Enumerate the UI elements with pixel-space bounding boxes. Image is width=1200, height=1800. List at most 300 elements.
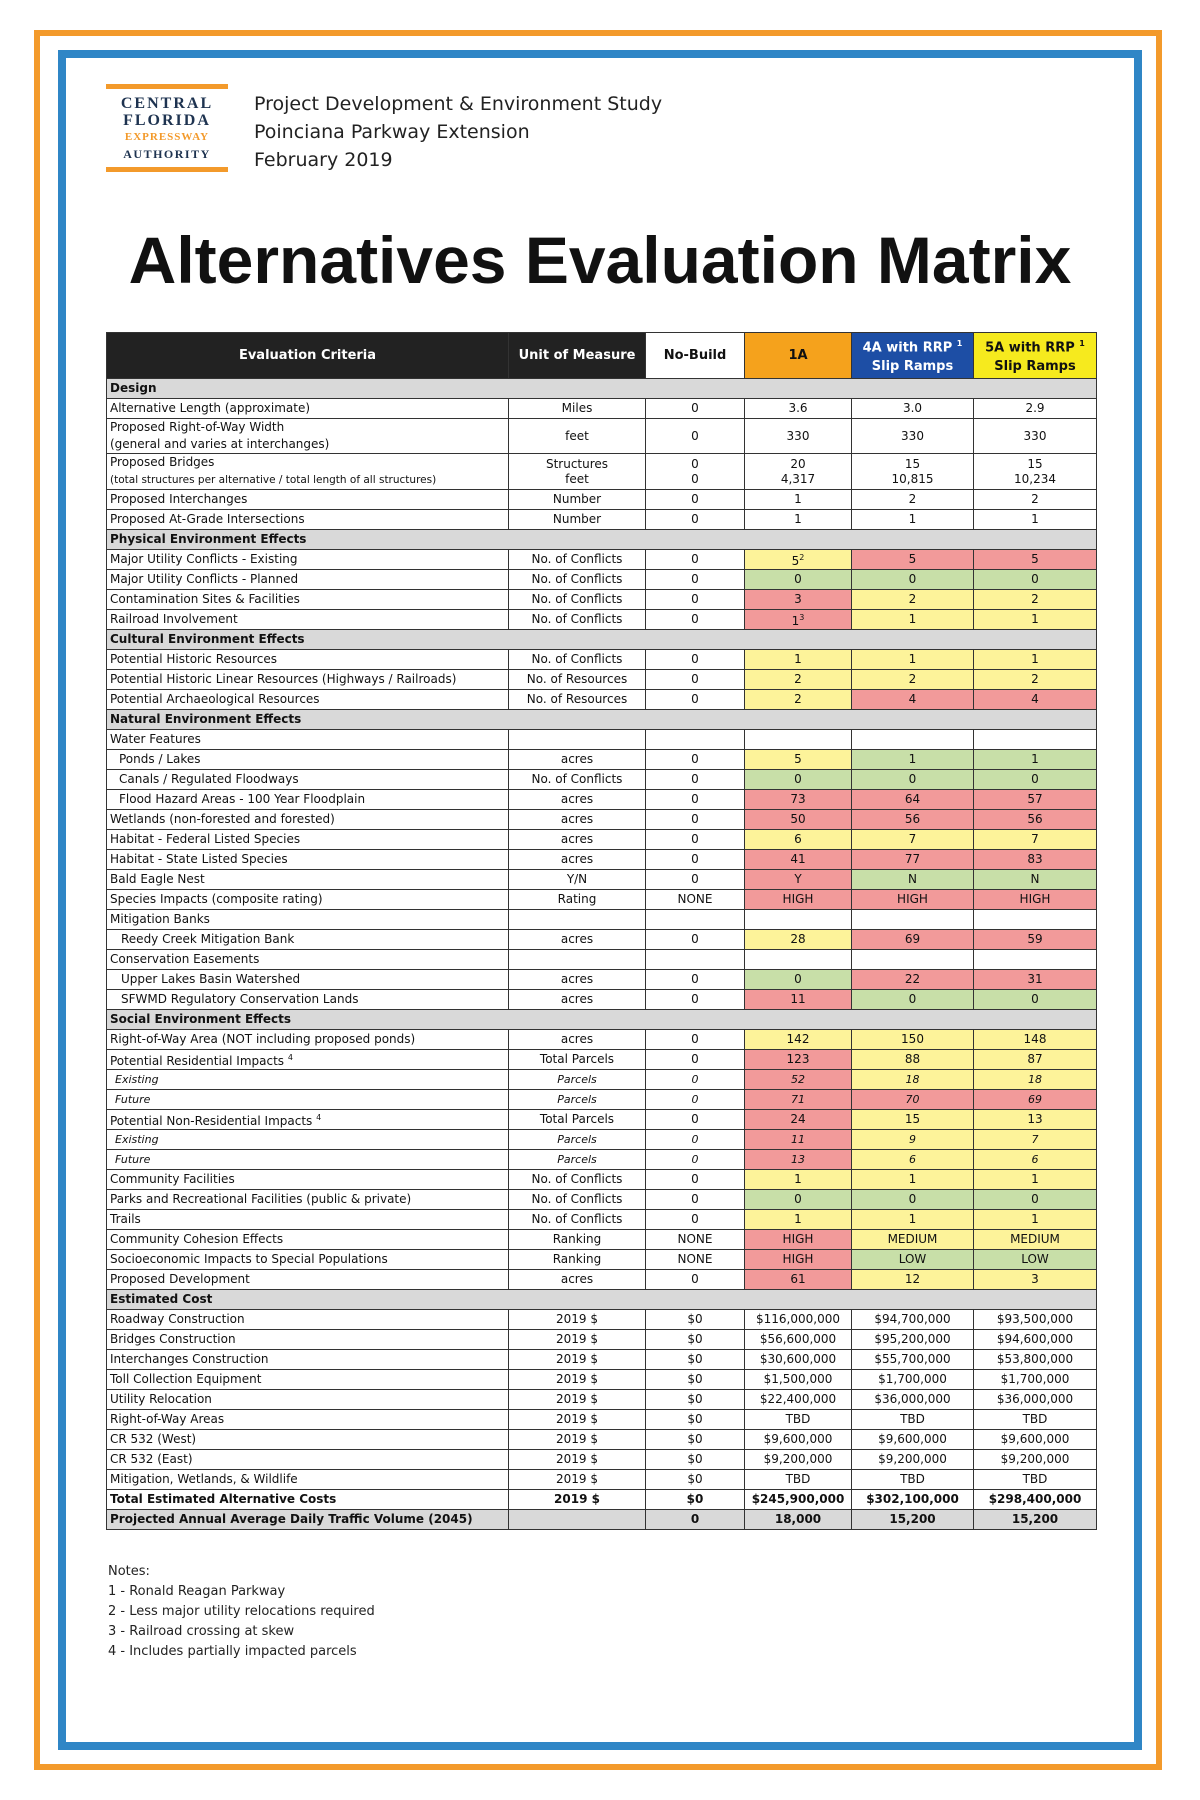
- alt-4a-value: 150: [901, 1032, 924, 1046]
- criteria-cell: [107, 910, 509, 930]
- alt-1a-value: 5: [794, 752, 802, 766]
- no-build-value: 0: [691, 812, 699, 826]
- alt-1a-cell: [745, 1350, 852, 1370]
- no-build-cell: [646, 1430, 745, 1450]
- alt-5a-cell: [974, 1490, 1097, 1510]
- alt-4a-value: 12: [904, 1272, 921, 1286]
- criteria-label: Railroad Involvement: [110, 612, 238, 626]
- alt-4a-value: $55,700,000: [874, 1352, 951, 1366]
- alt-4a-cell: [852, 1270, 974, 1290]
- notes: [108, 1562, 375, 1662]
- alt-4a-value: 0: [908, 772, 917, 786]
- alt-1a-value: 13: [791, 1153, 805, 1166]
- table-row: [107, 1470, 1097, 1490]
- no-build-value: 0: [691, 456, 699, 471]
- alt-5a-value: 4: [1031, 692, 1039, 706]
- study-line-2: Poinciana Parkway Extension: [254, 121, 530, 143]
- no-build-value: $0: [687, 1312, 703, 1326]
- criteria-cell: [107, 1110, 509, 1130]
- alt-1a-value: 1: [791, 614, 800, 628]
- alt-1a-cell: [745, 770, 852, 790]
- alt-5a-value: 13: [1027, 1112, 1043, 1126]
- alt-1a-cell: [745, 850, 852, 870]
- alt-1a-footnote: 3: [799, 613, 805, 622]
- alt-1a-cell: [745, 1090, 852, 1110]
- unit-cell: [509, 970, 646, 990]
- no-build-value: 0: [691, 401, 699, 415]
- alt-5a-value: 0: [1031, 992, 1039, 1006]
- criteria-cell: [107, 750, 509, 770]
- no-build-cell: [646, 1110, 745, 1130]
- alt-5a-cell: [974, 550, 1097, 570]
- no-build-value: 0: [691, 552, 699, 566]
- alt-5a-value: 87: [1027, 1052, 1043, 1066]
- alt-4a-value: 18: [905, 1073, 920, 1086]
- alt-1a-value: 18,000: [774, 1512, 822, 1526]
- no-build-cell: [646, 650, 745, 670]
- unit-value: Parcels: [557, 1153, 597, 1166]
- note-1: 1 - Ronald Reagan Parkway: [108, 1584, 286, 1599]
- alt-1a-cell: [745, 950, 852, 970]
- criteria-cell: [107, 1230, 509, 1250]
- table-row: [107, 1190, 1097, 1210]
- alt-5a-value: $9,200,000: [1000, 1452, 1070, 1466]
- unit-value: Structures: [545, 456, 609, 471]
- table-row: [107, 790, 1097, 810]
- unit-value: acres: [560, 1032, 594, 1046]
- no-build-cell: [646, 950, 745, 970]
- unit-value: Parcels: [557, 1133, 597, 1146]
- alt-5a-cell: [974, 770, 1097, 790]
- alt-4a-cell: [852, 1070, 974, 1090]
- alt-1a-value: $22,400,000: [759, 1392, 837, 1406]
- alt-5a-cell: [974, 910, 1097, 930]
- alt-5a-cell: [974, 1150, 1097, 1170]
- alt-4a-cell: [852, 1510, 974, 1530]
- criteria-label: Canals / Regulated Floodways: [119, 772, 299, 786]
- alt-4a-value: 0: [908, 992, 917, 1006]
- criteria-cell: [107, 419, 509, 454]
- table-row: [107, 570, 1097, 590]
- table-row: [107, 1370, 1097, 1390]
- criteria-cell: [107, 1150, 509, 1170]
- header-alt-1a: 1A: [745, 333, 852, 379]
- alt-5a-cell: [974, 1110, 1097, 1130]
- unit-cell: [509, 1450, 646, 1470]
- criteria-cell: [107, 570, 509, 590]
- criteria-cell: [107, 1270, 509, 1290]
- unit-value: Number: [552, 492, 602, 506]
- alt-1a-value: 0: [794, 972, 802, 986]
- alt-4a-value: $94,700,000: [874, 1312, 951, 1326]
- criteria-label: Habitat - State Listed Species: [110, 852, 288, 866]
- alt-5a-value: 0: [1031, 572, 1039, 586]
- unit-cell: [509, 1410, 646, 1430]
- alt-5a-cell: [974, 790, 1097, 810]
- alt-4a-value: 2: [908, 492, 917, 506]
- table-row: [107, 1410, 1097, 1430]
- criteria-cell: [107, 1330, 509, 1350]
- alt-4a-value: $36,000,000: [874, 1392, 951, 1406]
- alt-4a-value: 1: [908, 612, 917, 626]
- table-row: [107, 970, 1097, 990]
- criteria-cell: [107, 610, 509, 630]
- table-row: [107, 930, 1097, 950]
- alt-5a-cell: [974, 590, 1097, 610]
- alt-1a-cell: [745, 1170, 852, 1190]
- alt-4a-value: 6: [909, 1153, 916, 1166]
- unit-value: 2019 $: [556, 1332, 598, 1346]
- logo-line-4: AUTHORITY: [123, 147, 211, 161]
- alt-4a-cell: [852, 1370, 974, 1390]
- alt-5a-value: 18: [1028, 1073, 1042, 1086]
- alt-4a-value: $302,100,000: [866, 1492, 959, 1506]
- header-alt-4a: [852, 333, 974, 379]
- header-alt-5a-line2: Slip Ramps: [994, 358, 1076, 374]
- criteria-cell: [107, 1250, 509, 1270]
- table-row: [107, 419, 1097, 454]
- alt-4a-value: 1: [908, 512, 917, 526]
- unit-value: No. of Conflicts: [531, 572, 623, 586]
- alt-5a-value: 3: [1031, 1272, 1039, 1286]
- alt-1a-cell: [745, 490, 852, 510]
- unit-cell: [509, 910, 646, 930]
- alt-1a-cell: [745, 1430, 852, 1450]
- header-unit-of-measure: Unit of Measure: [509, 333, 646, 379]
- alt-1a-cell: [745, 890, 852, 910]
- alt-5a-value: $298,400,000: [988, 1492, 1082, 1506]
- study-header: [254, 90, 662, 174]
- unit-value: acres: [560, 1272, 594, 1286]
- alt-5a-cell: [974, 1250, 1097, 1270]
- alt-5a-cell: [974, 850, 1097, 870]
- no-build-cell: [646, 770, 745, 790]
- criteria-cell: [107, 1370, 509, 1390]
- criteria-label: Potential Non-Residential Impacts: [110, 1114, 313, 1128]
- criteria-label: Parks and Recreational Facilities (public & private): [110, 1192, 412, 1206]
- alt-1a-value: Y: [794, 872, 802, 886]
- alt-1a-cell: [745, 830, 852, 850]
- alt-1a-value: 0: [794, 1192, 802, 1206]
- alt-1a-value: HIGH: [782, 1252, 814, 1266]
- criteria-label: Potential Archaeological Resources: [110, 692, 320, 706]
- criteria-label: Roadway Construction: [110, 1312, 245, 1326]
- alt-5a-value: 1: [1031, 652, 1039, 666]
- criteria-label: Conservation Easements: [110, 952, 260, 966]
- table-row: [107, 870, 1097, 890]
- alt-4a-value: 1: [908, 652, 917, 666]
- alt-5a-value: 7: [1031, 832, 1039, 846]
- alt-5a-value: 5: [1031, 552, 1039, 566]
- criteria-label: Total Estimated Alternative Costs: [110, 1492, 337, 1506]
- criteria-label: Existing: [115, 1073, 159, 1086]
- no-build-value: 0: [691, 428, 699, 443]
- no-build-cell: [646, 1090, 745, 1110]
- no-build-value: 0: [691, 1133, 699, 1146]
- criteria-cell: [107, 690, 509, 710]
- no-build-cell: [646, 1150, 745, 1170]
- alt-5a-cell: [974, 1350, 1097, 1370]
- no-build-cell: [646, 399, 745, 419]
- unit-value: No. of Conflicts: [531, 1192, 623, 1206]
- criteria-label: Community Cohesion Effects: [110, 1232, 284, 1246]
- criteria-label: Major Utility Conflicts - Existing: [110, 552, 298, 566]
- unit-cell: [509, 454, 646, 490]
- alt-1a-value-2: 4,317: [780, 471, 816, 486]
- unit-value: No. of Conflicts: [531, 612, 623, 626]
- alt-4a-value: 330: [901, 428, 924, 443]
- logo-text: [106, 89, 228, 167]
- table-row: [107, 810, 1097, 830]
- section-title: Estimated Cost: [107, 1290, 1097, 1310]
- alt-5a-value: 2.9: [1025, 401, 1045, 415]
- alt-1a-cell: [745, 1110, 852, 1130]
- criteria-cell: [107, 970, 509, 990]
- note-2: 2 - Less major utility relocations required: [108, 1604, 375, 1619]
- logo-line-3: EXPRESSWAY: [124, 131, 210, 143]
- alt-4a-cell: [852, 590, 974, 610]
- unit-cell: [509, 399, 646, 419]
- alt-5a-value: 148: [1023, 1032, 1047, 1046]
- alt-4a-value: 56: [904, 812, 921, 826]
- alt-4a-value: 77: [904, 852, 921, 866]
- no-build-cell: [646, 850, 745, 870]
- no-build-cell: [646, 1170, 745, 1190]
- criteria-label: Existing: [115, 1133, 159, 1146]
- criteria-cell: [107, 1070, 509, 1090]
- unit-cell: [509, 590, 646, 610]
- table-row: [107, 1030, 1097, 1050]
- unit-cell: [509, 1030, 646, 1050]
- unit-value: Y/N: [566, 872, 588, 886]
- table-row: [107, 490, 1097, 510]
- logo-line-2: FLORIDA: [123, 112, 211, 129]
- criteria-label: Proposed Bridges: [110, 455, 215, 469]
- unit-value: acres: [560, 832, 594, 846]
- no-build-value: $0: [686, 1492, 704, 1506]
- alt-4a-cell: [852, 1050, 974, 1070]
- criteria-cell: [107, 770, 509, 790]
- alt-4a-cell: [852, 910, 974, 930]
- alt-4a-value: LOW: [898, 1252, 927, 1266]
- no-build-value: 0: [691, 1032, 699, 1046]
- alt-4a-cell: [852, 1130, 974, 1150]
- table-row: [107, 1110, 1097, 1130]
- no-build-value: 0: [691, 692, 699, 706]
- table-row: [107, 830, 1097, 850]
- unit-cell: [509, 870, 646, 890]
- table-row: [107, 1330, 1097, 1350]
- unit-value: acres: [560, 932, 594, 946]
- alt-5a-cell: [974, 1270, 1097, 1290]
- unit-cell: [509, 1350, 646, 1370]
- no-build-cell: [646, 1330, 745, 1350]
- table-row: [107, 610, 1097, 630]
- criteria-label: Ponds / Lakes: [119, 752, 201, 766]
- no-build-value: 0: [691, 972, 699, 986]
- alt-4a-value: HIGH: [897, 892, 928, 906]
- criteria-cell: [107, 810, 509, 830]
- section-title: Natural Environment Effects: [107, 710, 1097, 730]
- unit-value: 2019 $: [556, 1372, 598, 1386]
- criteria-cell: [107, 1130, 509, 1150]
- unit-cell: [509, 1150, 646, 1170]
- alt-1a-cell: [745, 1250, 852, 1270]
- alt-5a-cell: [974, 1370, 1097, 1390]
- alt-1a-cell: [745, 990, 852, 1010]
- table-row: [107, 1250, 1097, 1270]
- unit-value: acres: [560, 812, 594, 826]
- alt-5a-value: TBD: [1022, 1472, 1048, 1486]
- no-build-value: 0: [691, 672, 699, 686]
- unit-cell: [509, 1230, 646, 1250]
- unit-value: acres: [560, 852, 594, 866]
- logo-line-1: CENTRAL: [120, 95, 214, 112]
- alt-1a-footnote: 2: [799, 553, 805, 562]
- no-build-cell: [646, 1270, 745, 1290]
- alt-1a-value: 1: [794, 1172, 802, 1186]
- table-row: [107, 990, 1097, 1010]
- criteria-cell: [107, 670, 509, 690]
- alt-4a-cell: [852, 1310, 974, 1330]
- criteria-label: SFWMD Regulatory Conservation Lands: [121, 992, 359, 1006]
- unit-cell: [509, 650, 646, 670]
- no-build-cell: [646, 1450, 745, 1470]
- alt-4a-cell: [852, 770, 974, 790]
- table-row: [107, 590, 1097, 610]
- alt-5a-value: 1: [1031, 1212, 1039, 1226]
- alt-4a-value: 0: [908, 572, 917, 586]
- alt-4a-value: 22: [904, 972, 921, 986]
- alt-5a-cell: [974, 1090, 1097, 1110]
- alt-5a-value: 69: [1028, 1093, 1042, 1106]
- alt-4a-cell: [852, 810, 974, 830]
- alt-1a-cell: [745, 590, 852, 610]
- alt-1a-cell: [745, 1030, 852, 1050]
- no-build-cell: [646, 1310, 745, 1330]
- no-build-cell: [646, 1230, 745, 1250]
- alt-1a-cell: [745, 399, 852, 419]
- alt-4a-cell: [852, 1190, 974, 1210]
- alt-1a-value: 2: [794, 672, 802, 686]
- alt-1a-value: 52: [791, 1073, 805, 1086]
- no-build-value: 0: [691, 832, 699, 846]
- alt-4a-cell: [852, 790, 974, 810]
- no-build-value: $0: [687, 1432, 703, 1446]
- alt-1a-value: 1: [794, 1212, 802, 1226]
- alt-1a-value: 0: [794, 772, 802, 786]
- unit-value-2: feet: [565, 471, 589, 486]
- alt-5a-value: 0: [1031, 772, 1039, 786]
- unit-value: No. of Resources: [526, 672, 628, 686]
- alt-4a-value: 69: [904, 932, 921, 946]
- criteria-cell: [107, 454, 509, 490]
- no-build-value: 0: [691, 932, 699, 946]
- alt-4a-value: 7: [908, 832, 917, 846]
- no-build-value: 0: [691, 792, 699, 806]
- alt-1a-cell: [745, 670, 852, 690]
- unit-value: Parcels: [557, 1073, 597, 1086]
- no-build-cell: [646, 570, 745, 590]
- alt-1a-value: 11: [790, 992, 806, 1006]
- alt-1a-value: 5: [791, 554, 800, 568]
- criteria-label: Proposed Interchanges: [110, 492, 248, 506]
- no-build-cell: [646, 454, 745, 490]
- criteria-cell: [107, 1470, 509, 1490]
- no-build-value: NONE: [677, 1232, 713, 1246]
- no-build-value: 0: [691, 572, 699, 586]
- no-build-value: 0: [691, 1153, 699, 1166]
- unit-value: Total Parcels: [539, 1112, 615, 1126]
- unit-cell: [509, 730, 646, 750]
- no-build-cell: [646, 790, 745, 810]
- alt-4a-value: 9: [909, 1133, 916, 1146]
- alt-4a-cell: [852, 399, 974, 419]
- alt-5a-cell: [974, 399, 1097, 419]
- matrix-body: [107, 379, 1097, 1530]
- alt-5a-value: N: [1030, 872, 1040, 886]
- no-build-value: 0: [691, 1172, 699, 1186]
- no-build-cell: [646, 910, 745, 930]
- alt-4a-value: TBD: [900, 1412, 925, 1426]
- criteria-cell: [107, 490, 509, 510]
- alt-1a-cell: [745, 1150, 852, 1170]
- alt-4a-cell: [852, 1230, 974, 1250]
- no-build-cell: [646, 1130, 745, 1150]
- no-build-cell: [646, 750, 745, 770]
- alt-4a-value: 15: [904, 1112, 921, 1126]
- criteria-cell: [107, 650, 509, 670]
- unit-cell: [509, 1130, 646, 1150]
- alt-5a-cell: [974, 650, 1097, 670]
- criteria-cell: [107, 1310, 509, 1330]
- no-build-value: 0: [691, 992, 699, 1006]
- no-build-cell: [646, 930, 745, 950]
- no-build-value: 0: [691, 1073, 699, 1086]
- criteria-label: Projected Annual Average Daily Traffic Volume (2045): [110, 1512, 473, 1526]
- alt-4a-value: TBD: [900, 1472, 925, 1486]
- alt-1a-value: HIGH: [782, 1232, 814, 1246]
- criteria-label: Potential Historic Linear Resources (Highways / Railroads): [110, 672, 457, 686]
- alt-5a-cell: [974, 1230, 1097, 1250]
- alt-1a-cell: [745, 910, 852, 930]
- criteria-cell: [107, 550, 509, 570]
- alt-5a-value: 2: [1031, 672, 1039, 686]
- criteria-label: Proposed Right-of-Way Width: [110, 420, 285, 434]
- alt-5a-cell: [974, 510, 1097, 530]
- unit-cell: [509, 850, 646, 870]
- no-build-cell: [646, 890, 745, 910]
- unit-cell: [509, 670, 646, 690]
- no-build-value: $0: [687, 1472, 703, 1486]
- alt-4a-cell: [852, 870, 974, 890]
- alt-5a-cell: [974, 1210, 1097, 1230]
- alt-1a-cell: [745, 870, 852, 890]
- no-build-cell: [646, 550, 745, 570]
- criteria-label: Future: [115, 1153, 151, 1166]
- unit-cell: [509, 930, 646, 950]
- no-build-cell: [646, 590, 745, 610]
- alt-1a-value: $116,000,000: [756, 1312, 840, 1326]
- criteria-cell: [107, 890, 509, 910]
- alt-1a-value: 123: [786, 1052, 810, 1066]
- unit-cell: [509, 1170, 646, 1190]
- table-row: [107, 510, 1097, 530]
- no-build-cell: [646, 830, 745, 850]
- no-build-cell: [646, 990, 745, 1010]
- alt-1a-cell: [745, 790, 852, 810]
- alt-5a-cell: [974, 1330, 1097, 1350]
